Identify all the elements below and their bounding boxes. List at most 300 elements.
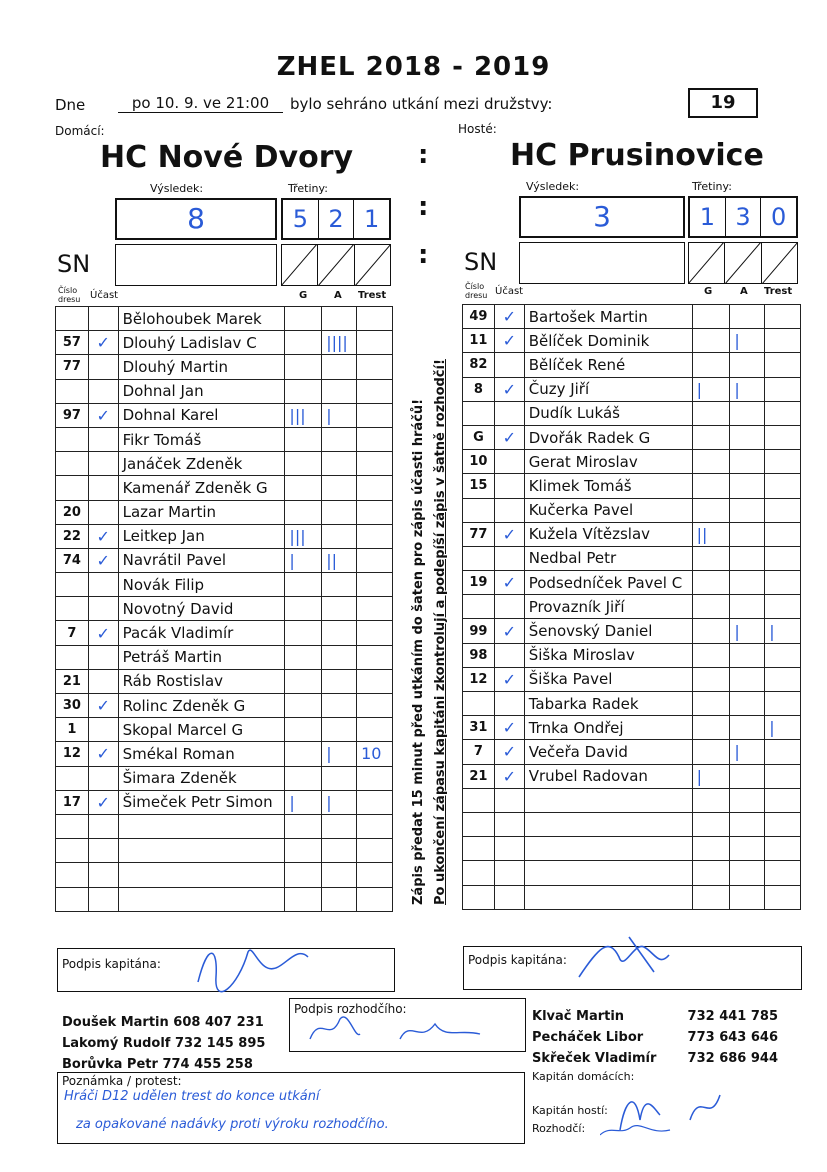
home-header-cislo: Číslo dresu	[58, 286, 81, 304]
assists-tally	[730, 667, 765, 691]
instruction-line-1: Zápis předat 15 minut před utkáním do šaten pro zápis účasti hráčů!	[411, 398, 426, 905]
goals-tally	[692, 353, 730, 377]
player-name: Klimek Tomáš	[524, 474, 692, 498]
penalty-tally	[357, 694, 393, 718]
goals-tally: |||	[285, 524, 322, 548]
penalty-tally	[765, 329, 801, 353]
assists-tally	[322, 766, 357, 790]
attendance-mark	[494, 788, 524, 812]
penalty-tally	[357, 669, 393, 693]
jersey-number	[463, 401, 495, 425]
assists-tally	[730, 401, 765, 425]
assists-tally: |	[322, 742, 357, 766]
away-player-row	[463, 692, 801, 716]
player-name: Lazar Martin	[118, 500, 285, 524]
contacts-left	[62, 1012, 265, 1075]
home-player-row	[56, 452, 393, 476]
goals-tally	[285, 573, 322, 597]
attendance-mark: ✓	[88, 694, 118, 718]
contact-row: Borůvka Petr 774 455 258	[62, 1057, 253, 1072]
away-captain-label: Kapitán hostí:	[532, 1104, 608, 1117]
player-name	[118, 839, 285, 863]
attendance-mark	[88, 887, 118, 911]
goals-tally	[285, 742, 322, 766]
goals-tally	[285, 718, 322, 742]
assists-tally	[322, 887, 357, 911]
goals-tally	[692, 643, 730, 667]
referee-signature	[300, 1009, 500, 1049]
assists-tally	[730, 546, 765, 570]
penalty-tally	[357, 452, 393, 476]
penalty-tally	[765, 595, 801, 619]
assists-tally	[730, 861, 765, 885]
jersey-number	[56, 597, 89, 621]
away-period-3: 0	[771, 203, 787, 231]
goals-tally	[285, 307, 322, 331]
home-player-row	[56, 331, 393, 355]
penalty-tally	[357, 355, 393, 379]
jersey-number: 57	[56, 331, 89, 355]
player-name: Smékal Roman	[118, 742, 285, 766]
away-score	[519, 196, 685, 238]
home-roster-table	[55, 306, 393, 912]
goals-tally	[285, 452, 322, 476]
attendance-mark	[88, 863, 118, 887]
player-name: Trnka Ondřej	[524, 716, 692, 740]
attendance-mark	[88, 839, 118, 863]
jersey-number	[56, 887, 89, 911]
referee-signature-box	[289, 998, 526, 1052]
home-sn-label: SN	[57, 250, 91, 278]
jersey-number: 82	[463, 353, 495, 377]
away-player-row	[463, 425, 801, 449]
penalty-tally	[357, 476, 393, 500]
attendance-mark	[494, 546, 524, 570]
attendance-mark: ✓	[494, 716, 524, 740]
goals-tally	[285, 476, 322, 500]
attendance-mark	[88, 645, 118, 669]
away-role: Hosté:	[458, 122, 497, 136]
footer-signatures	[600, 1080, 780, 1140]
referee-signature-label: Podpis rozhodčího:	[294, 1002, 407, 1016]
home-player-row	[56, 403, 393, 427]
home-player-row	[56, 694, 393, 718]
attendance-mark: ✓	[494, 425, 524, 449]
player-name	[524, 812, 692, 836]
home-period-3: 1	[364, 205, 380, 233]
attendance-mark: ✓	[494, 571, 524, 595]
goals-tally	[692, 329, 730, 353]
penalty-tally	[357, 573, 393, 597]
player-name: Kamenář Zdeněk G	[118, 476, 285, 500]
penalty-tally	[765, 837, 801, 861]
away-header-trest: Trest	[764, 286, 793, 297]
assists-tally	[730, 692, 765, 716]
jersey-number: 49	[463, 305, 495, 329]
assists-tally	[322, 476, 357, 500]
assists-tally	[322, 814, 357, 838]
away-captain-signature-box	[463, 946, 802, 990]
penalty-tally	[765, 861, 801, 885]
away-captain-signature	[569, 927, 689, 987]
jersey-number	[56, 863, 89, 887]
player-name	[524, 885, 692, 909]
goals-tally	[285, 597, 322, 621]
home-period-1: 5	[283, 200, 319, 238]
home-role: Domácí:	[55, 124, 105, 138]
goals-tally	[285, 887, 322, 911]
assists-tally	[322, 307, 357, 331]
away-sn-label: SN	[464, 248, 498, 276]
away-player-row	[463, 450, 801, 474]
assists-tally: |	[730, 377, 765, 401]
penalty-tally	[765, 353, 801, 377]
goals-tally: |	[285, 790, 322, 814]
penalty-tally	[765, 571, 801, 595]
assists-tally	[322, 524, 357, 548]
player-name: Navrátil Pavel	[118, 548, 285, 572]
jersey-number	[463, 788, 495, 812]
goals-tally: |	[285, 548, 322, 572]
penalty-tally	[357, 331, 393, 355]
match-date: po 10. 9. ve 21:00	[118, 94, 283, 113]
goals-tally	[692, 885, 730, 909]
away-period-1: 1	[690, 198, 726, 236]
assists-tally	[322, 645, 357, 669]
attendance-mark	[494, 643, 524, 667]
goals-tally	[692, 571, 730, 595]
assists-tally	[730, 425, 765, 449]
player-name	[118, 863, 285, 887]
assists-tally	[322, 500, 357, 524]
jersey-number: 7	[463, 740, 495, 764]
jersey-number: 21	[56, 669, 89, 693]
penalty-tally	[357, 427, 393, 451]
away-periods	[688, 196, 798, 238]
assists-tally	[730, 643, 765, 667]
jersey-number	[56, 645, 89, 669]
player-name: Skopal Marcel G	[118, 718, 285, 742]
attendance-mark: ✓	[494, 619, 524, 643]
attendance-mark	[494, 595, 524, 619]
penalty-tally	[765, 305, 801, 329]
penalty-tally	[357, 597, 393, 621]
goals-tally	[692, 861, 730, 885]
player-name: Petráš Martin	[118, 645, 285, 669]
jersey-number	[56, 814, 89, 838]
penalty-tally	[765, 885, 801, 909]
player-name: Dvořák Radek G	[524, 425, 692, 449]
player-name: Novák Filip	[118, 573, 285, 597]
goals-tally	[285, 694, 322, 718]
jersey-number: 22	[56, 524, 89, 548]
assists-tally	[322, 718, 357, 742]
attendance-mark	[88, 500, 118, 524]
separator-colon: :	[418, 240, 429, 270]
home-player-row	[56, 742, 393, 766]
attendance-mark	[494, 885, 524, 909]
penalty-tally	[765, 425, 801, 449]
away-player-row	[463, 667, 801, 691]
jersey-number	[463, 595, 495, 619]
attendance-mark	[88, 452, 118, 476]
away-player-row	[463, 837, 801, 861]
attendance-mark	[88, 355, 118, 379]
penalty-tally	[357, 645, 393, 669]
goals-tally	[692, 716, 730, 740]
assists-tally	[322, 597, 357, 621]
assists-tally	[730, 571, 765, 595]
attendance-mark	[88, 597, 118, 621]
away-sn-box	[519, 242, 685, 284]
goals-tally	[692, 692, 730, 716]
jersey-number	[56, 307, 89, 331]
attendance-mark: ✓	[88, 403, 118, 427]
attendance-mark	[88, 573, 118, 597]
jersey-number: 99	[463, 619, 495, 643]
jersey-number: 11	[463, 329, 495, 353]
assists-tally: |	[730, 329, 765, 353]
goals-tally: |	[692, 377, 730, 401]
attendance-mark: ✓	[494, 329, 524, 353]
goals-tally	[692, 619, 730, 643]
note-line-1: Hráči D12 udělen trest do konce utkání	[64, 1089, 320, 1104]
player-name: Pacák Vladimír	[118, 621, 285, 645]
penalty-tally	[765, 667, 801, 691]
home-player-row	[56, 500, 393, 524]
jersey-number	[463, 692, 495, 716]
attendance-mark: ✓	[88, 742, 118, 766]
attendance-mark	[494, 861, 524, 885]
attendance-mark: ✓	[88, 621, 118, 645]
home-periods	[281, 198, 391, 240]
attendance-mark	[494, 353, 524, 377]
contacts-right	[532, 1006, 778, 1069]
assists-tally	[730, 716, 765, 740]
attendance-mark	[494, 837, 524, 861]
jersey-number	[463, 546, 495, 570]
away-sn-periods	[688, 242, 798, 284]
away-header-g: G	[704, 286, 713, 297]
home-captain-label: Kapitán domácích:	[532, 1070, 635, 1083]
goals-tally	[285, 645, 322, 669]
attendance-mark: ✓	[494, 522, 524, 546]
assists-tally	[730, 812, 765, 836]
jersey-number	[56, 766, 89, 790]
home-player-row	[56, 427, 393, 451]
penalty-tally	[765, 812, 801, 836]
penalty-tally	[357, 790, 393, 814]
penalty-tally	[357, 548, 393, 572]
assists-tally	[322, 573, 357, 597]
goals-tally	[692, 595, 730, 619]
player-name: Novotný David	[118, 597, 285, 621]
away-player-row	[463, 740, 801, 764]
referee-label: Rozhodčí:	[532, 1122, 586, 1135]
played-text: bylo sehráno utkání mezi družstvy:	[290, 95, 553, 113]
goals-tally	[692, 788, 730, 812]
home-score	[115, 198, 277, 240]
away-captain-signature-label: Podpis kapitána:	[468, 953, 567, 967]
penalty-tally: |	[765, 716, 801, 740]
goals-tally	[285, 766, 322, 790]
penalty-tally	[357, 863, 393, 887]
goals-tally	[285, 355, 322, 379]
attendance-mark	[88, 766, 118, 790]
goals-tally	[285, 379, 322, 403]
attendance-mark: ✓	[494, 377, 524, 401]
assists-tally	[730, 595, 765, 619]
jersey-number: 10	[463, 450, 495, 474]
jersey-number: 98	[463, 643, 495, 667]
match-number: 19	[688, 88, 758, 118]
jersey-number	[463, 837, 495, 861]
contact-row: Doušek Martin 608 407 231	[62, 1015, 264, 1030]
home-player-row	[56, 621, 393, 645]
player-name: Bartošek Martin	[524, 305, 692, 329]
player-name: Šiška Pavel	[524, 667, 692, 691]
home-header-a: A	[334, 290, 342, 301]
assists-tally	[322, 379, 357, 403]
attendance-mark	[88, 718, 118, 742]
player-name: Provazník Jiří	[524, 595, 692, 619]
player-name: Leitkep Jan	[118, 524, 285, 548]
penalty-tally	[765, 377, 801, 401]
penalty-tally	[765, 450, 801, 474]
page-title: ZHEL 2018 - 2019	[276, 52, 551, 82]
home-captain-signature-label: Podpis kapitána:	[62, 957, 161, 971]
jersey-number: 21	[463, 764, 495, 788]
jersey-number	[56, 427, 89, 451]
home-player-row	[56, 669, 393, 693]
away-player-row	[463, 885, 801, 909]
home-player-row	[56, 814, 393, 838]
player-name: Dudík Lukáš	[524, 401, 692, 425]
goals-tally	[285, 621, 322, 645]
home-period-2: 2	[319, 200, 355, 238]
assists-tally: |	[322, 790, 357, 814]
away-result-label: Výsledek:	[526, 180, 580, 193]
note-line-2: za opakované nadávky proti výroku rozhodčího.	[76, 1117, 389, 1132]
attendance-mark	[494, 401, 524, 425]
contact-row: Lakomý Rudolf 732 145 895	[62, 1036, 266, 1051]
instruction-line-2: Po ukončení zápasu kapitáni zkontrolují a podepíší zápis v šatně rozhodčí!	[433, 359, 448, 905]
assists-tally: ||	[322, 548, 357, 572]
jersey-number: 1	[56, 718, 89, 742]
home-player-row	[56, 863, 393, 887]
player-name: Dohnal Jan	[118, 379, 285, 403]
home-player-row	[56, 887, 393, 911]
note-box	[57, 1072, 525, 1144]
assists-tally	[730, 474, 765, 498]
away-header-cislo: Číslo dresu	[465, 282, 488, 300]
assists-tally	[322, 839, 357, 863]
assists-tally	[322, 669, 357, 693]
jersey-number	[56, 452, 89, 476]
assists-tally	[322, 621, 357, 645]
jersey-number: 12	[56, 742, 89, 766]
jersey-number	[463, 498, 495, 522]
assists-tally	[730, 498, 765, 522]
jersey-number: 20	[56, 500, 89, 524]
penalty-tally	[765, 474, 801, 498]
jersey-number: 31	[463, 716, 495, 740]
goals-tally	[285, 839, 322, 863]
assists-tally	[322, 452, 357, 476]
home-player-row	[56, 790, 393, 814]
home-header-g: G	[299, 290, 308, 301]
player-name	[118, 887, 285, 911]
goals-tally	[285, 427, 322, 451]
assists-tally: ||||	[322, 331, 357, 355]
assists-tally: |	[322, 403, 357, 427]
attendance-mark: ✓	[88, 331, 118, 355]
penalty-tally	[765, 740, 801, 764]
player-name	[524, 837, 692, 861]
separator-colon: :	[418, 192, 429, 222]
away-player-row	[463, 377, 801, 401]
penalty-tally	[357, 766, 393, 790]
player-name: Bělíček Dominik	[524, 329, 692, 353]
away-periods-label: Třetiny:	[692, 180, 732, 193]
attendance-mark: ✓	[494, 740, 524, 764]
home-player-row	[56, 645, 393, 669]
player-name: Bělohoubek Marek	[118, 307, 285, 331]
assists-tally	[730, 837, 765, 861]
away-roster-table	[462, 304, 801, 910]
penalty-tally	[357, 887, 393, 911]
penalty-tally	[357, 839, 393, 863]
home-player-row	[56, 766, 393, 790]
player-name: Bělíček René	[524, 353, 692, 377]
away-player-row	[463, 619, 801, 643]
away-header-a: A	[740, 286, 748, 297]
separator-colon: :	[418, 140, 429, 170]
player-name: Šiška Miroslav	[524, 643, 692, 667]
goals-tally	[692, 667, 730, 691]
note-label: Poznámka / protest:	[62, 1074, 182, 1088]
contact-row: Pecháček Libor 773 643 646	[532, 1030, 778, 1045]
home-team-name: HC Nové Dvory	[100, 140, 354, 175]
jersey-number: 7	[56, 621, 89, 645]
away-player-row	[463, 329, 801, 353]
jersey-number: 30	[56, 694, 89, 718]
player-name: Večeřa David	[524, 740, 692, 764]
assists-tally	[730, 305, 765, 329]
penalty-tally	[765, 401, 801, 425]
home-player-row	[56, 476, 393, 500]
player-name: Podsedníček Pavel C	[524, 571, 692, 595]
attendance-mark	[88, 476, 118, 500]
attendance-mark	[88, 814, 118, 838]
player-name: Janáček Zdeněk	[118, 452, 285, 476]
away-player-row	[463, 812, 801, 836]
assists-tally	[730, 764, 765, 788]
jersey-number	[463, 812, 495, 836]
away-player-row	[463, 716, 801, 740]
away-player-row	[463, 522, 801, 546]
attendance-mark: ✓	[88, 790, 118, 814]
goals-tally	[692, 474, 730, 498]
player-name	[524, 861, 692, 885]
jersey-number	[56, 379, 89, 403]
home-player-row	[56, 548, 393, 572]
assists-tally: |	[730, 740, 765, 764]
away-player-row	[463, 498, 801, 522]
attendance-mark: ✓	[494, 667, 524, 691]
jersey-number: 17	[56, 790, 89, 814]
home-result-label: Výsledek:	[150, 182, 204, 195]
